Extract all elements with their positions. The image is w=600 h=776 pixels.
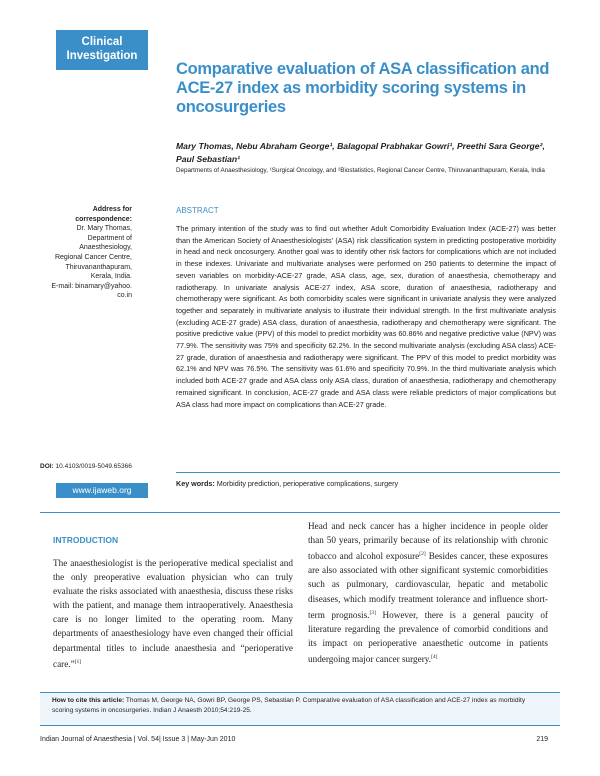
reference-link[interactable]: [4] bbox=[431, 653, 438, 660]
citation-label: How to cite this article: bbox=[52, 697, 125, 704]
citation-text: Thomas M, George NA, Gowri BP, George PS, Sebastian P. Comparative evaluation of ASA classification and ACE-27 index as morbidity scoring systems in oncosurgeries. Indian J Anaesth 2010;54:219-25. bbox=[52, 697, 526, 714]
reference-link[interactable]: [2] bbox=[419, 551, 426, 558]
correspondence-line: Regional Cancer Centre, bbox=[54, 253, 132, 261]
correspondence-line: Dr. Mary Thomas, bbox=[76, 225, 132, 233]
authors: Mary Thomas, Nebu Abraham George¹, Balagopal Prabhakar Gowri¹, Preethi Sara George², Paul Sebastian¹ bbox=[176, 141, 545, 164]
keywords-value: Morbidity prediction, perioperative complications, surgery bbox=[216, 479, 399, 488]
reference-link[interactable]: [3] bbox=[369, 609, 376, 616]
page-number: 219 bbox=[536, 736, 548, 743]
intro-left-column bbox=[53, 556, 293, 671]
section-tab-line1: Clinical bbox=[81, 36, 123, 48]
page-footer bbox=[40, 736, 560, 743]
correspondence-line: Anaesthesiology, bbox=[79, 244, 132, 252]
divider bbox=[176, 472, 560, 473]
intro-right-text-3: However, there is a general paucity of literature regarding the prevalence of comorbid conditions and its impact on perioperative anaesthetic outcome in patients undergoing major cancer surgery. bbox=[308, 609, 548, 665]
section-tab bbox=[56, 30, 148, 70]
reference-link[interactable]: [1] bbox=[74, 658, 82, 665]
correspondence-line: Department of bbox=[87, 234, 132, 242]
article-title: Comparative evaluation of ASA classification and ACE-27 index as morbidity scoring systems in oncosurgeries bbox=[176, 60, 550, 116]
correspondence-line: Kerala, India. bbox=[90, 273, 132, 281]
citation-box bbox=[40, 692, 560, 726]
intro-right-column bbox=[308, 519, 548, 666]
correspondence-line: Thiruvananthapuram, bbox=[65, 263, 132, 271]
divider bbox=[40, 512, 560, 513]
affiliation: Departments of Anaesthesiology, ¹Surgical Oncology, and ²Biostatistics, Regional Cancer Centre, Thiruvananthapuram, Kerala, India bbox=[176, 167, 545, 174]
intro-right-text-1: Head and neck cancer has a higher incidence in people older than 50 years, primarily because of its relationship with chronic tobacco and alcohol exposure bbox=[308, 521, 548, 562]
correspondence-email-cont[interactable]: co.in bbox=[117, 292, 132, 300]
intro-right-text-2: Besides cancer, these exposures are also associated with other significant systemic comorbidities such as pulmonary, cardiovascular, hepatic and metabolic diseases, which modify treatment tolerance and influence short-term prognosis. bbox=[308, 551, 548, 620]
correspondence-block bbox=[40, 205, 132, 301]
keywords bbox=[176, 479, 556, 488]
introduction-heading: INTRODUCTION bbox=[53, 535, 119, 545]
doi bbox=[40, 463, 160, 470]
footer-journal: Indian Journal of Anaesthesia | Vol. 54| Issue 3 | May-Jun 2010 bbox=[40, 736, 236, 743]
intro-left-text: The anaesthesiologist is the perioperative medical specialist and the only preoperative evaluation physician who can truly evaluate the risks associated with anaesthesia, discuss these risks with the patient, and manage them intraoperatively. Anaesthesia care is no longer limited to the operating room. Many departments of anaesthesiology have even changed their official departmental titles to include anaesthesia and “perioperative care.” bbox=[53, 558, 293, 669]
doi-value[interactable]: 10.4103/0019-5049.65366 bbox=[55, 463, 132, 470]
abstract-text: The primary intention of the study was to find out whether Adult Comorbidity Evaluation Index (ACE-27) was better than the American Society of Anaesthesiologists' (ASA) risk classification system in predicting postoperative morbidity in head and neck oncosurgery. Another goal was to identify other risk factors for complications which are not included in these indexes. Univariate and multivariate analyses were performed on 250 patients to determine the impact of seven variables on morbidity-ACE-27 grade, ASA class, age, sex, duration of anaesthesia, chemotherapy and radiotherapy. In univariate analysis ACE-27 index, ASA score, duration of anaesthesia, radiotherapy and chemotherapy were significant. As both comorbidity scales were significant in univariate analysis they were analyzed together and separately in multivariate analysis to illustrate their individual strength. In the first multivariate analysis (excluding ACE-27 grade) ASA class, duration of anaesthesia, radiotherapy and chemotherapy were significant. The positive predictive value (PPV) of this model to predict morbidity was 60.86% and negative predictive value (NPV) was 77.9%. The sensitivity was 75% and specificity 62.2%. In the second multivariate analysis (excluding ASA class) ACE-27 grade, duration of anaesthesia and radiotherapy were significant. The PPV of this model to predict morbidity was 62.1% and NPV was 76.5%. The sensitivity was 61.6% and specificity 70.9%. In the third multivariate analysis which included both ACE-27 grade and ASA class only ASA class, duration of anaesthesia, radiotherapy and chemotherapy remained significant. In conclusion, ACE-27 grade and ASA class were reliable predictors of major complications but ASA class had more impact on complications than ACE-27 grade. bbox=[176, 224, 556, 409]
website-link[interactable]: www.ijaweb.org bbox=[56, 483, 148, 498]
correspondence-email[interactable]: E-mail: binamary@yahoo. bbox=[51, 282, 132, 290]
abstract-heading: ABSTRACT bbox=[176, 206, 219, 215]
doi-label: DOI: bbox=[40, 463, 54, 470]
keywords-label: Key words: bbox=[176, 479, 215, 488]
correspondence-heading: Address for correspondence: bbox=[75, 206, 132, 223]
section-tab-line2: Investigation bbox=[66, 50, 138, 62]
